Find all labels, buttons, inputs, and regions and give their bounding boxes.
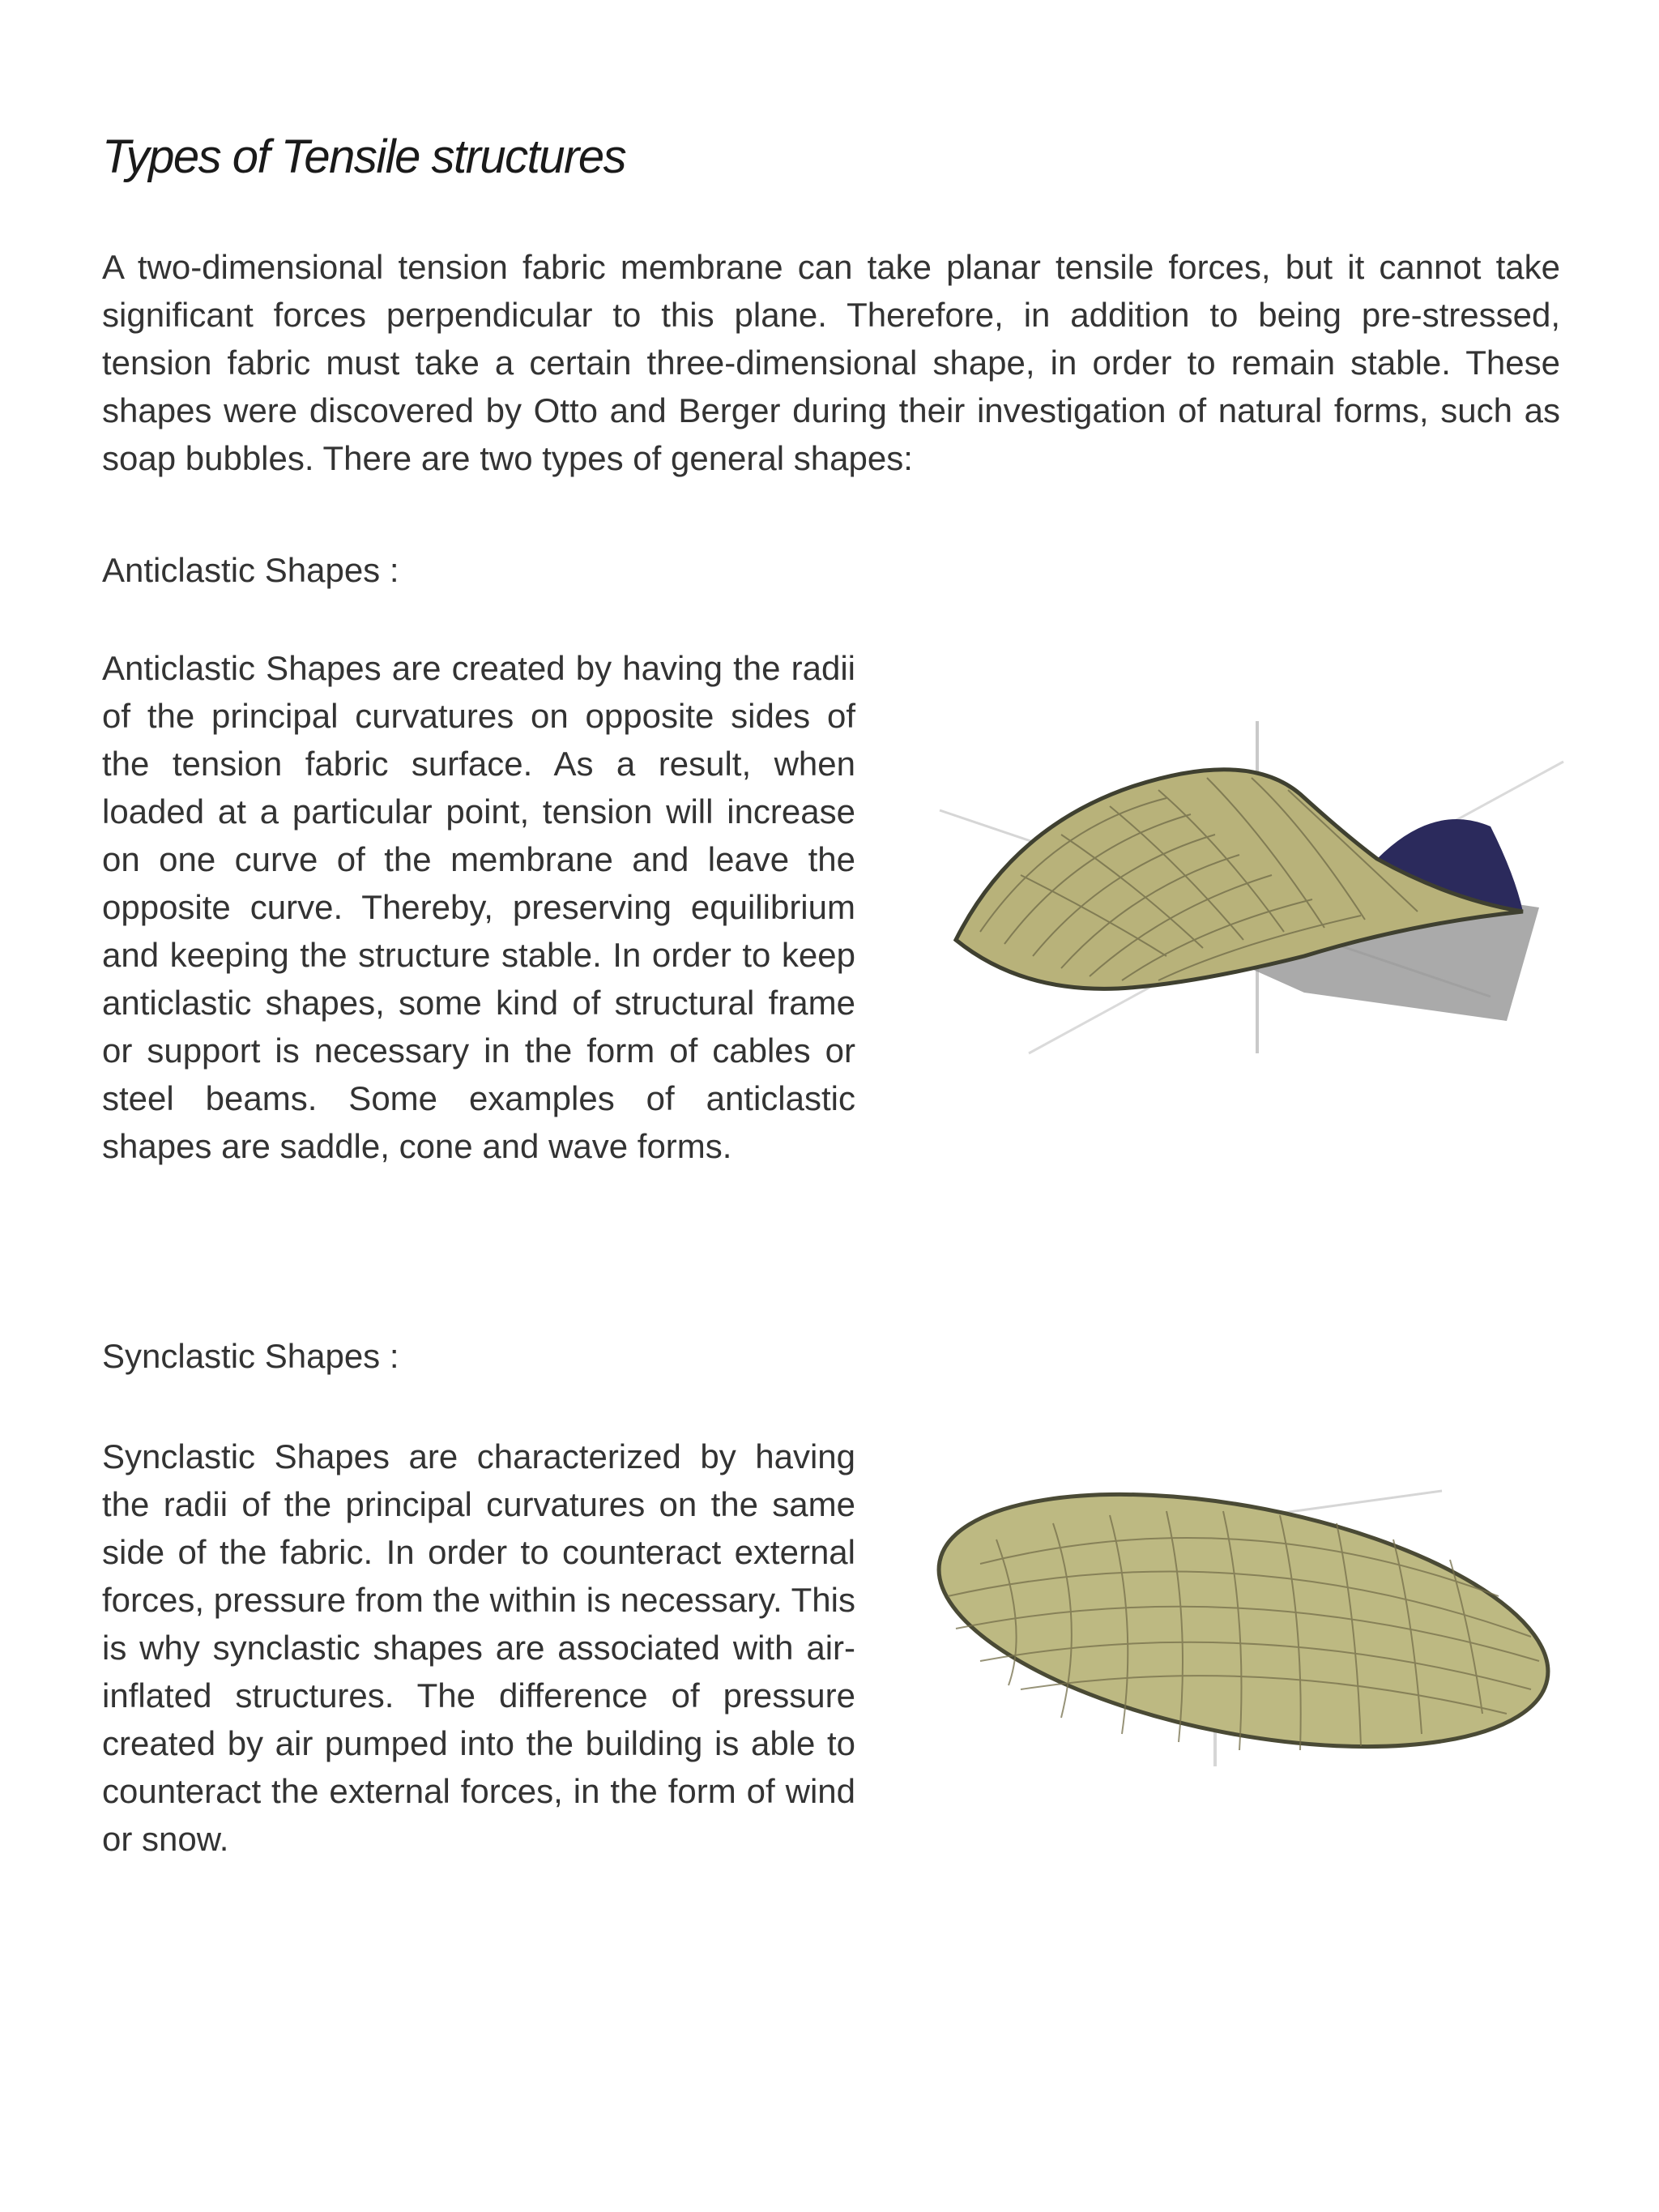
page-title: Types of Tensile structures <box>102 130 626 183</box>
anticlastic-paragraph: Anticlastic Shapes are created by having the radii of the principal curvatures on opposite sides of the tension fabric surface. As a result, when loaded at a particular point, tension will increase on one curve of the membrane and leave the opposite curve. Thereby, preserving equilibrium and keeping the structure stable. In order to keep anticlastic shapes, some kind of structural frame or support is necessary in the form of cables or steel beams. Some examples of anticlastic shapes are saddle, cone and wave forms. <box>102 649 855 1165</box>
dome-fabric <box>932 1467 1563 1774</box>
intro-paragraph: A two-dimensional tension fabric membrane can take planar tensile forces, but it cannot take significant forces perpendicular to this plane. Therefore, in addition to being pre-stressed, tension fabric must take a certain three-dimensional shape, in order to remain stable. These shapes were discovered by Otto and Berger during their investigation of natural forms, such as soap bubbles. There are two types of general shapes: <box>102 248 1560 477</box>
saddle-surface-illustration <box>923 713 1572 1061</box>
synclastic-paragraph: Synclastic Shapes are characterized by having the radii of the principal curvatures on the same side of the fabric. In order to counteract external forces, pressure from the within is necessary. This is why synclastic shapes are associated with air-inflated structures. The difference of pressure created by air pumped into the building is able to counteract the external forces, in the form of wind or snow. <box>102 1437 855 1858</box>
dome-surface-illustration <box>932 1467 1563 1774</box>
synclastic-heading: Synclastic Shapes : <box>102 1337 399 1375</box>
anticlastic-heading: Anticlastic Shapes : <box>102 551 399 589</box>
